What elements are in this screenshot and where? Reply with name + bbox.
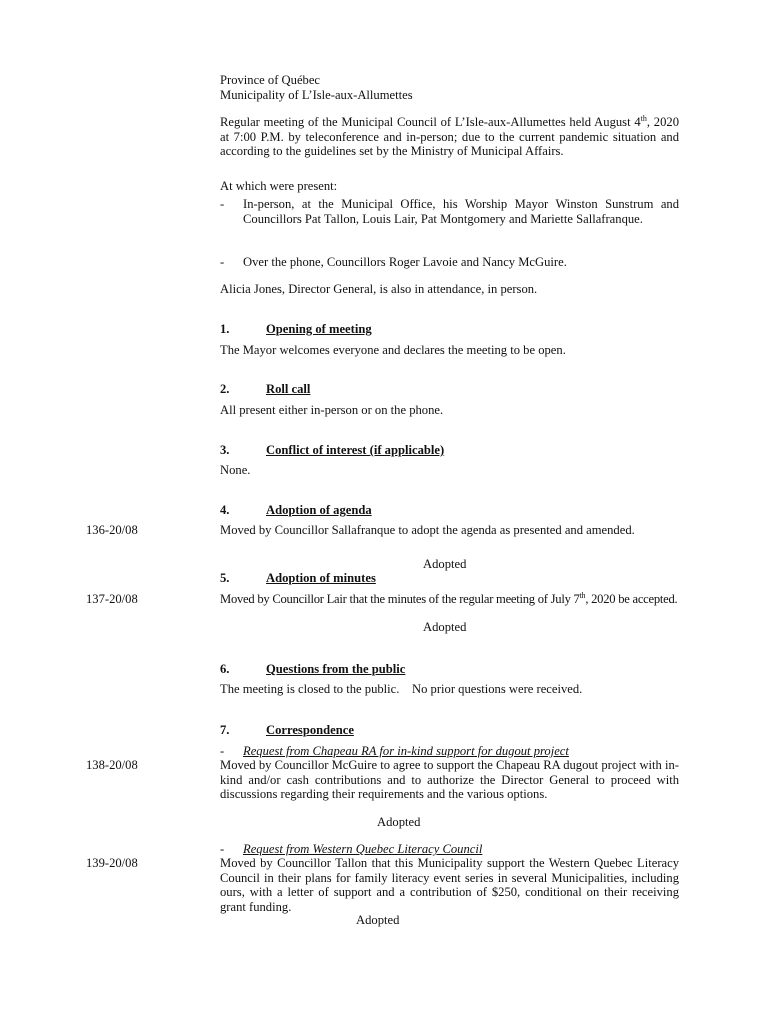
section-title: Correspondence <box>266 723 354 737</box>
adopted-status: Adopted <box>356 913 400 927</box>
adopted-status: Adopted <box>423 557 467 571</box>
resolution-number: 136-20/08 <box>86 523 138 537</box>
section-title: Adoption of minutes <box>266 571 376 585</box>
section-title: Opening of meeting <box>266 322 372 336</box>
resolution-text: Moved by Councillor Lair that the minutes of the regular meeting of July 7 <box>220 592 580 606</box>
resolution-text-rest: , 2020 be accepted. <box>585 592 678 606</box>
intro-text: Regular meeting of the Municipal Council of L’Isle-aux-Allumettes held August 4 <box>220 115 641 129</box>
resolution-body: Moved by Councillor Sallafranque to adopt the agenda as presented and amended. <box>220 523 635 537</box>
correspondence-dash: - <box>220 842 225 856</box>
present-item-2: Over the phone, Councillors Roger Lavoie and Nancy McGuire. <box>243 255 567 269</box>
resolution-body: Moved by Councillor Tallon that this Municipality support the Western Quebec Literacy Council in their plans for family literacy event series in several Municipalities, including ours, with a letter of support and a contribution of $250, conditional on their receiving grant funding. <box>220 856 679 914</box>
correspondence-subject: Request from Chapeau RA for in-kind support for dugout project <box>243 744 569 758</box>
section-number: 6. <box>220 662 230 676</box>
section-body: The Mayor welcomes everyone and declares the meeting to be open. <box>220 343 566 357</box>
section-number: 3. <box>220 443 230 457</box>
correspondence-subject: Request from Western Quebec Literacy Council <box>243 842 483 856</box>
section-number: 7. <box>220 723 230 737</box>
section-title: Conflict of interest (if applicable) <box>266 443 445 457</box>
section-number: 5. <box>220 571 230 585</box>
section-title: Questions from the public <box>266 662 406 676</box>
resolution-number: 137-20/08 <box>86 592 138 606</box>
section-body: All present either in-person or on the phone. <box>220 403 444 417</box>
section-number: 4. <box>220 503 230 517</box>
section-number: 1. <box>220 322 230 336</box>
present-dash-2: - <box>220 255 225 269</box>
intro-date-suffix: th <box>640 113 647 123</box>
date-suffix: th <box>579 590 586 600</box>
adopted-status: Adopted <box>377 815 421 829</box>
intro-text-rest: , 2020 at 7:00 P.M. by teleconference and in-person; due to the current pandemic situation and according to the guidelines set by the Ministry of Municipal Affairs. <box>220 115 679 159</box>
section-number: 2. <box>220 382 230 396</box>
attendance-line: Alicia Jones, Director General, is also in attendance, in person. <box>220 282 538 296</box>
section-title: Adoption of agenda <box>266 503 372 517</box>
present-intro: At which were present: <box>220 179 338 193</box>
section-body: None. <box>220 463 251 477</box>
province-line: Province of Québec <box>220 73 321 87</box>
present-item-1: In-person, at the Municipal Office, his Worship Mayor Winston Sunstrum and Councillors Pat Tallon, Louis Lair, Pat Montgomery and Mariette Sallafranque. <box>243 197 679 226</box>
section-body: The meeting is closed to the public. No prior questions were received. <box>220 682 583 696</box>
resolution-number: 139-20/08 <box>86 856 138 870</box>
present-dash-1: - <box>220 197 225 211</box>
resolution-body: Moved by Councillor McGuire to agree to support the Chapeau RA dugout project with in-kind and/or cash contributions and to authorize the Director General to proceed with discussions regarding their requirements and the various options. <box>220 758 679 802</box>
resolution-body <box>220 592 679 607</box>
municipality-line: Municipality of L’Isle-aux-Allumettes <box>220 88 413 102</box>
adopted-status: Adopted <box>423 620 467 634</box>
intro-paragraph <box>220 115 679 159</box>
section-title: Roll call <box>266 382 311 396</box>
resolution-number: 138-20/08 <box>86 758 138 772</box>
correspondence-dash: - <box>220 744 225 758</box>
